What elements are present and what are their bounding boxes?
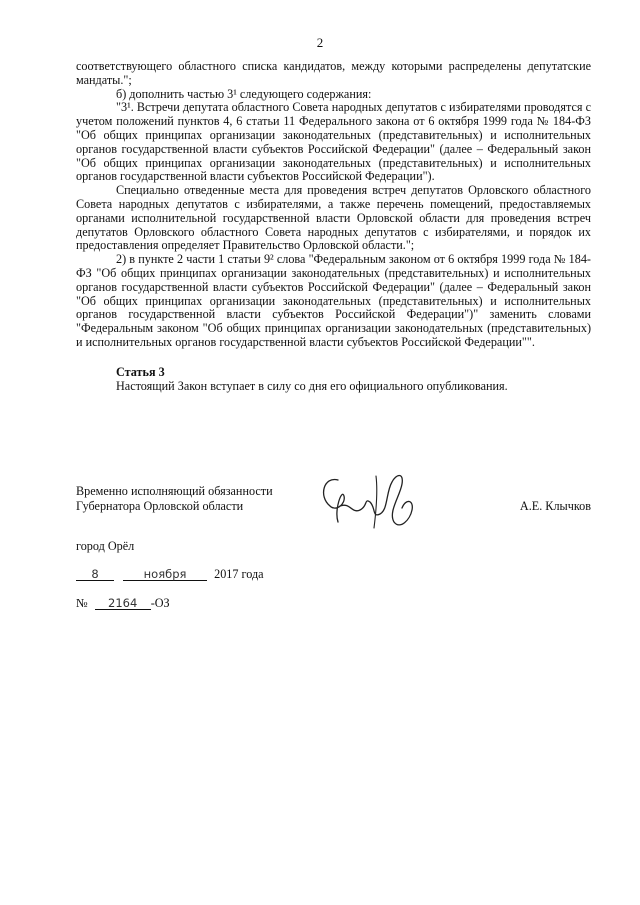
article-3: [76, 366, 591, 394]
article-text: Настоящий Закон вступает в силу со дня его официального опубликования.: [116, 378, 508, 393]
article-title: Статья 3: [116, 364, 165, 379]
paragraph: "3¹. Встречи депутата областного Совета народных депутатов с избирателями проводятся с учетом положений пунктов 4, 6 статьи 11 Федерального закона от 6 октября 1999 года № 184-ФЗ "Об общих принципах организации законодательных (представительных) и исполнительных органов государственной власти субъектов Российской Федерации" (далее – Федеральный закон "Об общих принципах организации законодательных (представительных) и исполнительных органов государственной власти субъектов Российской Федерации").: [76, 100, 591, 184]
paragraph: Специально отведенные места для проведения встреч депутатов Орловского областного Совета народных депутатов с избирателями, а также перечень помещений, предоставляемых органами исполнительной государственной власти Орловской области для проведения встреч депутатов Орловского областного Совета народных депутатов с избирателями, и порядок их предоставления определяет Правительство Орловской области.";: [76, 183, 591, 253]
paragraph: б) дополнить частью 3¹ следующего содержания:: [116, 86, 372, 101]
date-day: 8: [76, 569, 114, 581]
signatory-position: [76, 484, 273, 513]
number-suffix: -ОЗ: [150, 596, 170, 610]
signatory-name: А.Е. Клычков: [519, 499, 591, 513]
date-month: ноября: [123, 569, 207, 581]
signature-block: [76, 484, 591, 524]
handwritten-signature: [316, 462, 426, 534]
paragraph: 2) в пункте 2 части 1 статьи 9² слова "Федеральным законом от 6 октября 1999 года № 184-ФЗ "Об общих принципах организации законодательных (представительных) и исполнительных органов государственной власти субъектов Российской Федерации" (далее – Федеральный закон "Об общих принципах организации законодательных (представительных) и исполнительных органов государственной власти субъектов Российской Федерации")" заменить словами "Федеральным законом "Об общих принципах организации законодательных (представительных) и исполнительных органов государственной власти субъектов Российской Федерации"".: [76, 252, 591, 349]
number-sign: №: [76, 596, 88, 610]
city: город Орёл: [76, 539, 135, 553]
position-line: Губернатора Орловской области: [76, 498, 244, 513]
date-year: 2017 года: [214, 567, 264, 581]
position-line: Временно исполняющий обязанности: [76, 484, 273, 498]
page-number: 2: [316, 35, 324, 50]
document-body: [76, 60, 591, 393]
date-line: [76, 568, 264, 582]
paragraph: соответствующего областного списка кандидатов, между которыми распределены депутатские мандаты.";: [76, 59, 591, 87]
law-number: [76, 597, 170, 611]
number-value: 2164: [95, 598, 151, 610]
